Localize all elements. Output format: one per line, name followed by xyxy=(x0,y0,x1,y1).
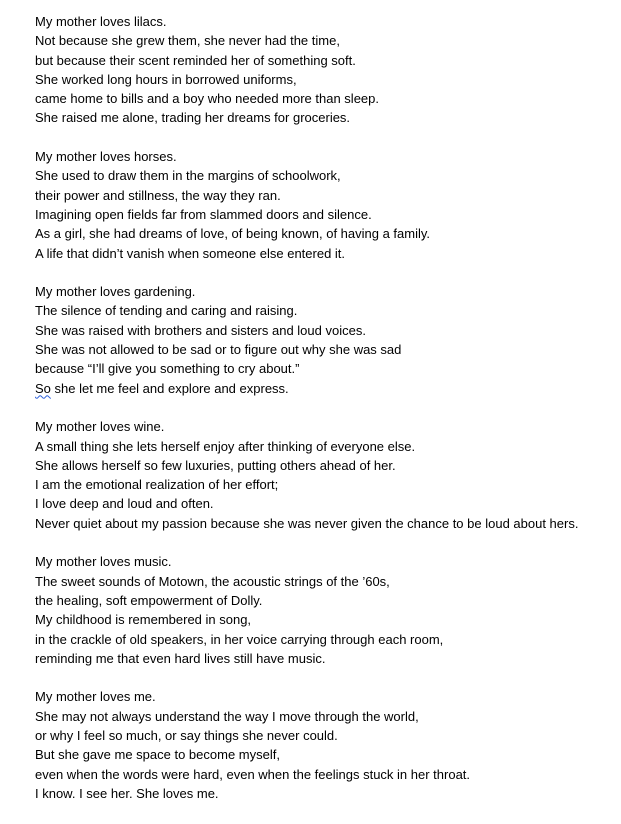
stanza-me xyxy=(35,687,619,803)
poem-line: Never quiet about my passion because she was never given the chance to be loud about hers. xyxy=(35,515,579,531)
poem-line: She was raised with brothers and sisters and loud voices. xyxy=(35,322,366,338)
poem-line: My mother loves lilacs. xyxy=(35,14,167,29)
poem-line: My mother loves horses. xyxy=(35,149,177,165)
poem-line: or why I feel so much, or say things she never could. xyxy=(35,727,338,743)
poem-line: Imagining open fields far from slammed doors and silence. xyxy=(35,206,372,222)
poem-line: I love deep and loud and often. xyxy=(35,496,214,512)
poem-line: A small thing she lets herself enjoy after thinking of everyone else. xyxy=(35,438,416,454)
poem-line: But she gave me space to become myself, xyxy=(35,747,280,763)
poem-line: My mother loves wine. xyxy=(35,419,165,435)
poem-line: She was not allowed to be sad or to figure out why she was sad xyxy=(35,342,402,358)
spellcheck-flagged-word[interactable]: So xyxy=(35,380,51,396)
poem-line: She raised me alone, trading her dreams for groceries. xyxy=(35,110,351,126)
poem-line: She may not always understand the way I move through the world, xyxy=(35,708,419,724)
poem-line: reminding me that even hard lives still have music. xyxy=(35,650,326,666)
poem-line: because “I’ll give you something to cry about.” xyxy=(35,361,300,377)
poem-line: The sweet sounds of Motown, the acoustic strings of the ’60s, xyxy=(35,573,390,589)
stanza-lilacs xyxy=(35,12,619,128)
poem-line: even when the words were hard, even when the feelings stuck in her throat. xyxy=(35,766,471,782)
poem-line: I am the emotional realization of her effort; xyxy=(35,477,279,493)
stanza-horses xyxy=(35,147,619,263)
poem-body xyxy=(35,12,619,822)
poem-line: A life that didn’t vanish when someone else entered it. xyxy=(35,245,346,261)
poem-line: She used to draw them in the margins of schoolwork, xyxy=(35,168,341,184)
poem-line: in the crackle of old speakers, in her voice carrying through each room, xyxy=(35,631,444,647)
poem-line: She allows herself so few luxuries, putting others ahead of her. xyxy=(35,457,396,473)
poem-line: The silence of tending and caring and raising. xyxy=(35,303,298,319)
stanza-wine xyxy=(35,417,619,533)
poem-line: Not because she grew them, she never had the time, xyxy=(35,33,340,49)
poem-line: came home to bills and a boy who needed more than sleep. xyxy=(35,91,379,107)
poem-line: but because their scent reminded her of something soft. xyxy=(35,52,356,68)
poem-line: My mother loves music. xyxy=(35,554,172,570)
stanza-music xyxy=(35,552,619,668)
poem-line: She worked long hours in borrowed uniforms, xyxy=(35,71,297,87)
poem-line: My mother loves gardening. xyxy=(35,284,196,300)
poem-line: I know. I see her. She loves me. xyxy=(35,785,219,801)
poem-line: their power and stillness, the way they ran. xyxy=(35,187,281,203)
poem-line xyxy=(35,379,619,398)
poem-line-rest: she let me feel and explore and express. xyxy=(50,380,289,396)
stanza-gardening xyxy=(35,282,619,398)
poem-line: the healing, soft empowerment of Dolly. xyxy=(35,592,263,608)
poem-line: My mother loves me. xyxy=(35,689,156,705)
poem-line: My childhood is remembered in song, xyxy=(35,612,252,628)
poem-line: As a girl, she had dreams of love, of being known, of having a family. xyxy=(35,226,431,242)
